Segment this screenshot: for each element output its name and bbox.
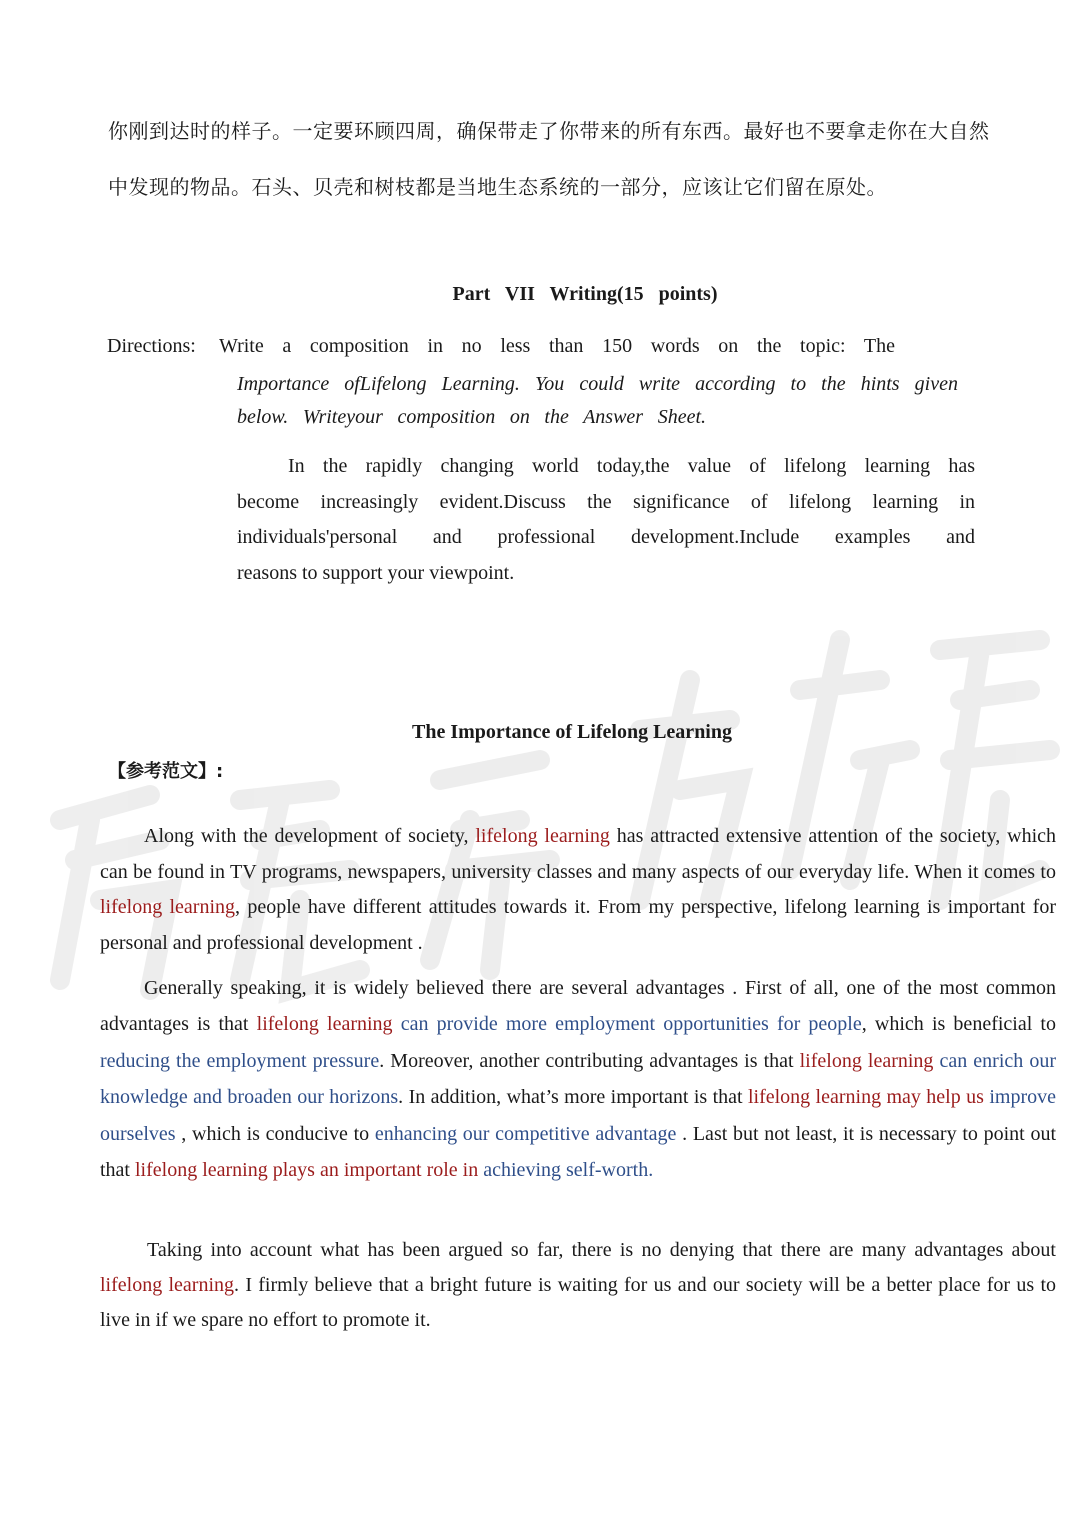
p3-text-a: Taking into account what has been argued so far, there is no denying that there are many advantages about [147,1239,1056,1261]
essay-paragraph-2 [100,970,1056,1188]
p1-text-e: , people have different attitudes towards it. From my perspective, lifelong learning is important for personal and professional development . [100,896,1056,954]
section-title: Part VII Writing(15 points) [452,283,718,305]
p2-highlight-d: lifelong learning plays an important role in [135,1159,479,1182]
directions-label: Directions: [107,335,196,357]
p2-blue-b: reducing the employment pressure [100,1049,380,1072]
p2-text-f: . Moreover, another contributing advantages is that [379,1049,800,1072]
prompt-line-3: individuals'personal and professional development.Include examples and [237,526,975,548]
essay-title: The Importance of Lifelong Learning [412,721,732,743]
p2-blue-a: can provide more employment opportunities for people [392,1013,862,1036]
p2-blue-d: improve ourselves [100,1086,1056,1145]
prompt-line-2: become increasingly evident.Discuss the significance of lifelong learning in [237,491,975,513]
p1-highlight-lifelong-learning: lifelong learning [475,825,610,847]
p1-text-c: has attracted extensive attention of the society, which can be found in TV programs, newspapers, university classes and many aspects of our everyday life. When it comes to [100,825,1056,883]
p2-blue-f: achieving self-worth. [478,1159,654,1182]
essay-paragraph-1 [100,819,1056,961]
prompt-line-1: In the rapidly changing world today,the value of lifelong learning has [288,455,975,477]
p1-highlight-lifelong-learning-2: lifelong learning [100,896,236,918]
essay-paragraph-3 [100,1233,1056,1338]
p2-text-l: , which is conducive to [175,1122,375,1145]
p2-text-a: Generally speaking, it is widely believed there are several advantages . First of all, one of the most common advantages is that [100,977,1056,1036]
p3-highlight-lifelong-learning: lifelong learning [100,1274,235,1296]
p2-highlight-c: lifelong learning may help us [747,1086,984,1109]
p2-highlight-b: lifelong learning [799,1049,934,1072]
directions-line-3: below. Writeyour composition on the Answer Sheet. [237,406,706,428]
p2-text-n: . Last but not least, it is necessary to point out that [100,1122,1056,1182]
p2-blue-e: enhancing our competitive advantage [374,1122,677,1145]
chinese-line-1: 你刚到达时的样子。一定要环顾四周，确保带走了你带来的所有东西。最好也不要拿走你在大自然 [108,119,990,143]
directions-line-2: Importance ofLifelong Learning. You could write according to the hints given [237,373,958,395]
chinese-line-2: 中发现的物品。石头、贝壳和树枝都是当地生态系统的一部分，应该让它们留在原处。 [108,175,887,199]
prompt-line-4: reasons to support your viewpoint. [237,562,515,584]
p2-text-i: . In addition, what’s more important is that [398,1086,748,1109]
directions-line-1: Write a composition in no less than 150 words on the topic: The [219,335,895,357]
sample-label: 【参考范文】: [108,761,224,782]
p2-blue-c: can enrich our knowledge and broaden our horizons [100,1049,1056,1109]
p2-highlight-a: lifelong learning [256,1013,393,1036]
p2-text-d: , which is beneficial to [861,1013,1056,1036]
p3-text-c: . I firmly believe that a bright future is waiting for us and our society will be a better place for us to live in if we spare no effort to promote it. [100,1274,1057,1331]
p1-text-a: Along with the development of society, [144,825,476,847]
